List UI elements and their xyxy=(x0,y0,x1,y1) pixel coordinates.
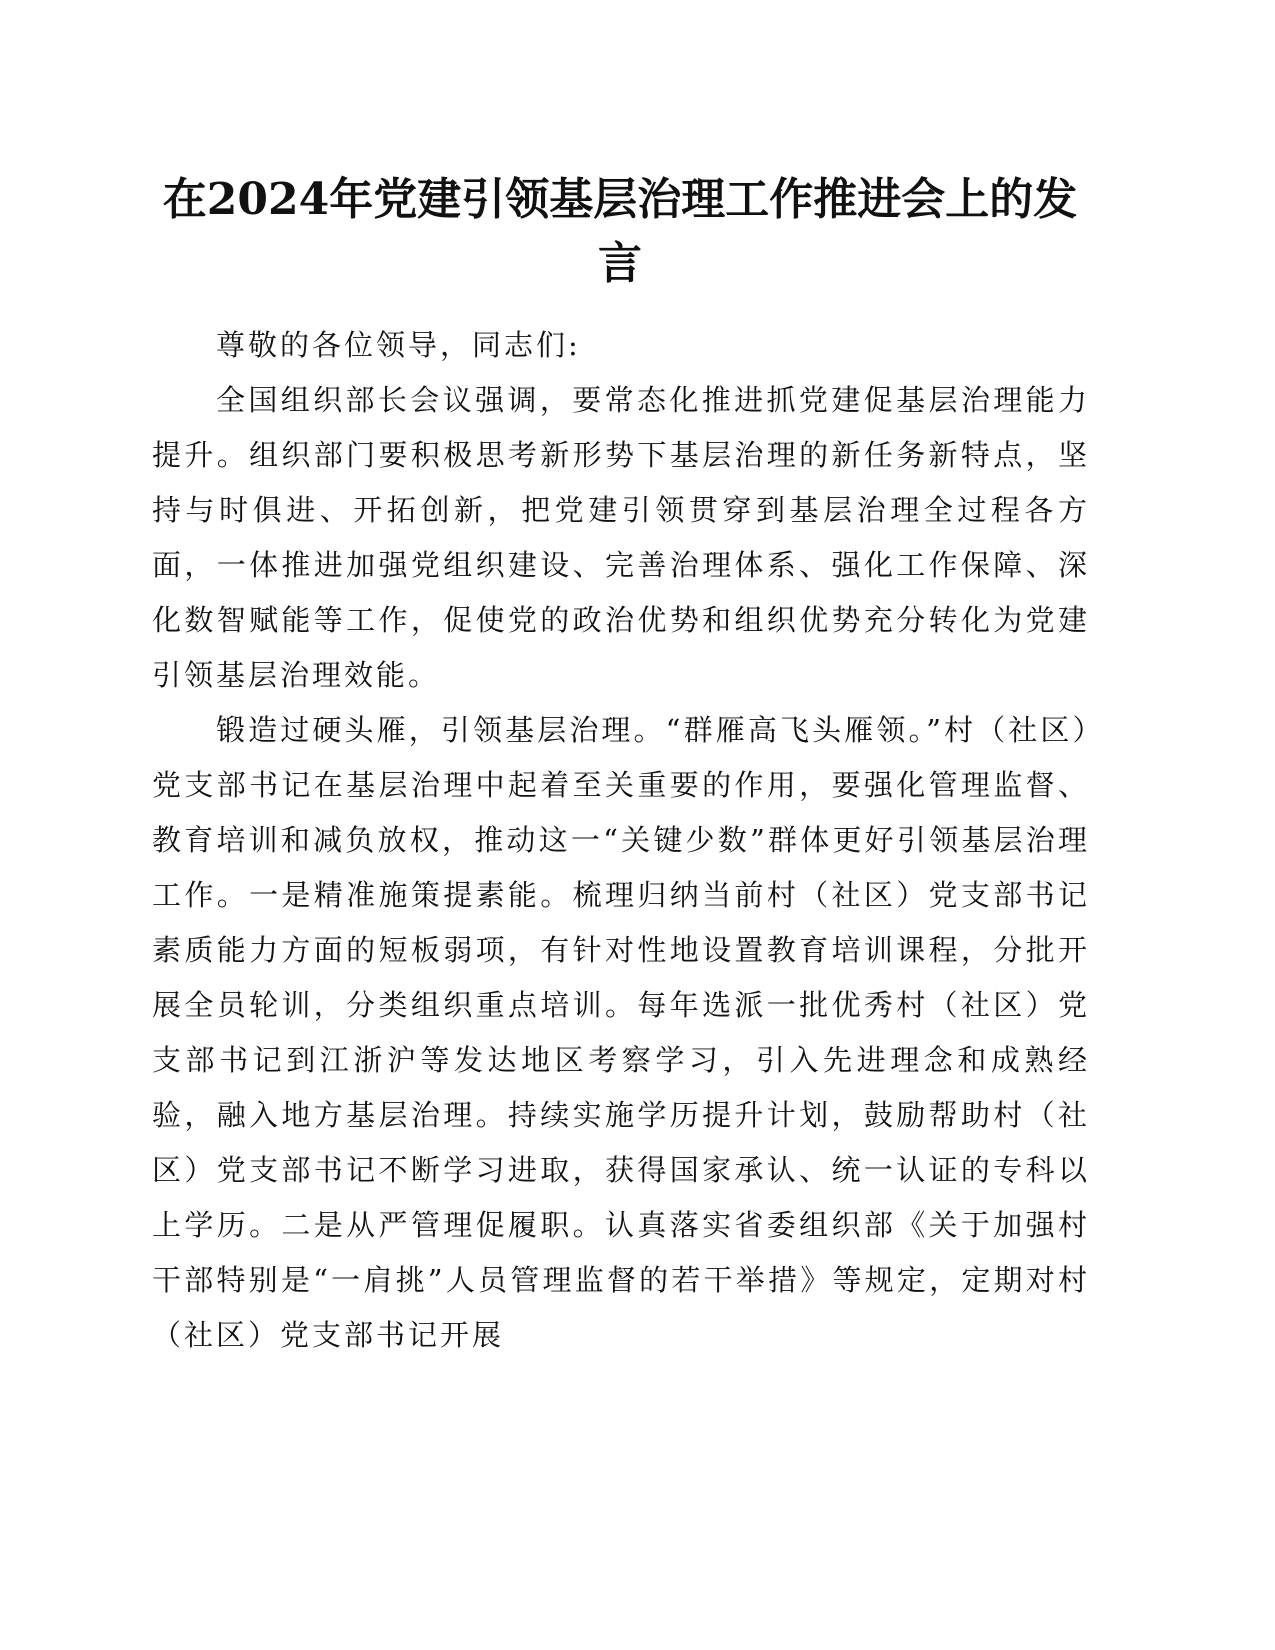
document-body xyxy=(152,318,1090,1363)
paragraph-2: 锻造过硬头雁，引领基层治理。“群雁高飞头雁领。”村（社区）党支部书记在基层治理中起着至关重要的作用，要强化管理监督、教育培训和减负放权，推动这一“关键少数”群体更好引领基层治理工作。一是精准施策提素能。梳理归纳当前村（社区）党支部书记素质能力方面的短板弱项，有针对性地设置教育培训课程，分批开展全员轮训，分类组织重点培训。每年选派一批优秀村（社区）党支部书记到江浙沪等发达地区考察学习，引入先进理念和成熟经验，融入地方基层治理。持续实施学历提升计划，鼓励帮助村（社区）党支部书记不断学习进取，获得国家承认、统一认证的专科以上学历。二是从严管理促履职。认真落实省委组织部《关于加强村干部特别是“一肩挑”人员管理监督的若干举措》等规定，定期对村（社区）党支部书记开展 xyxy=(152,713,1090,1352)
salutation: 尊敬的各位领导，同志们: xyxy=(216,328,581,362)
paragraph-1: 全国组织部长会议强调，要常态化推进抓党建促基层治理能力提升。组织部门要积极思考新形势下基层治理的新任务新特点，坚持与时俱进、开拓创新，把党建引领贯穿到基层治理全过程各方面，一体推进加强党组织建设、完善治理体系、强化工作保障、深化数智赋能等工作，促使党的政治优势和组织优势充分转化为党建引领基层治理效能。 xyxy=(152,383,1090,692)
document-title: 在2024年党建引领基层治理工作推进会上的发言 xyxy=(162,174,1078,289)
